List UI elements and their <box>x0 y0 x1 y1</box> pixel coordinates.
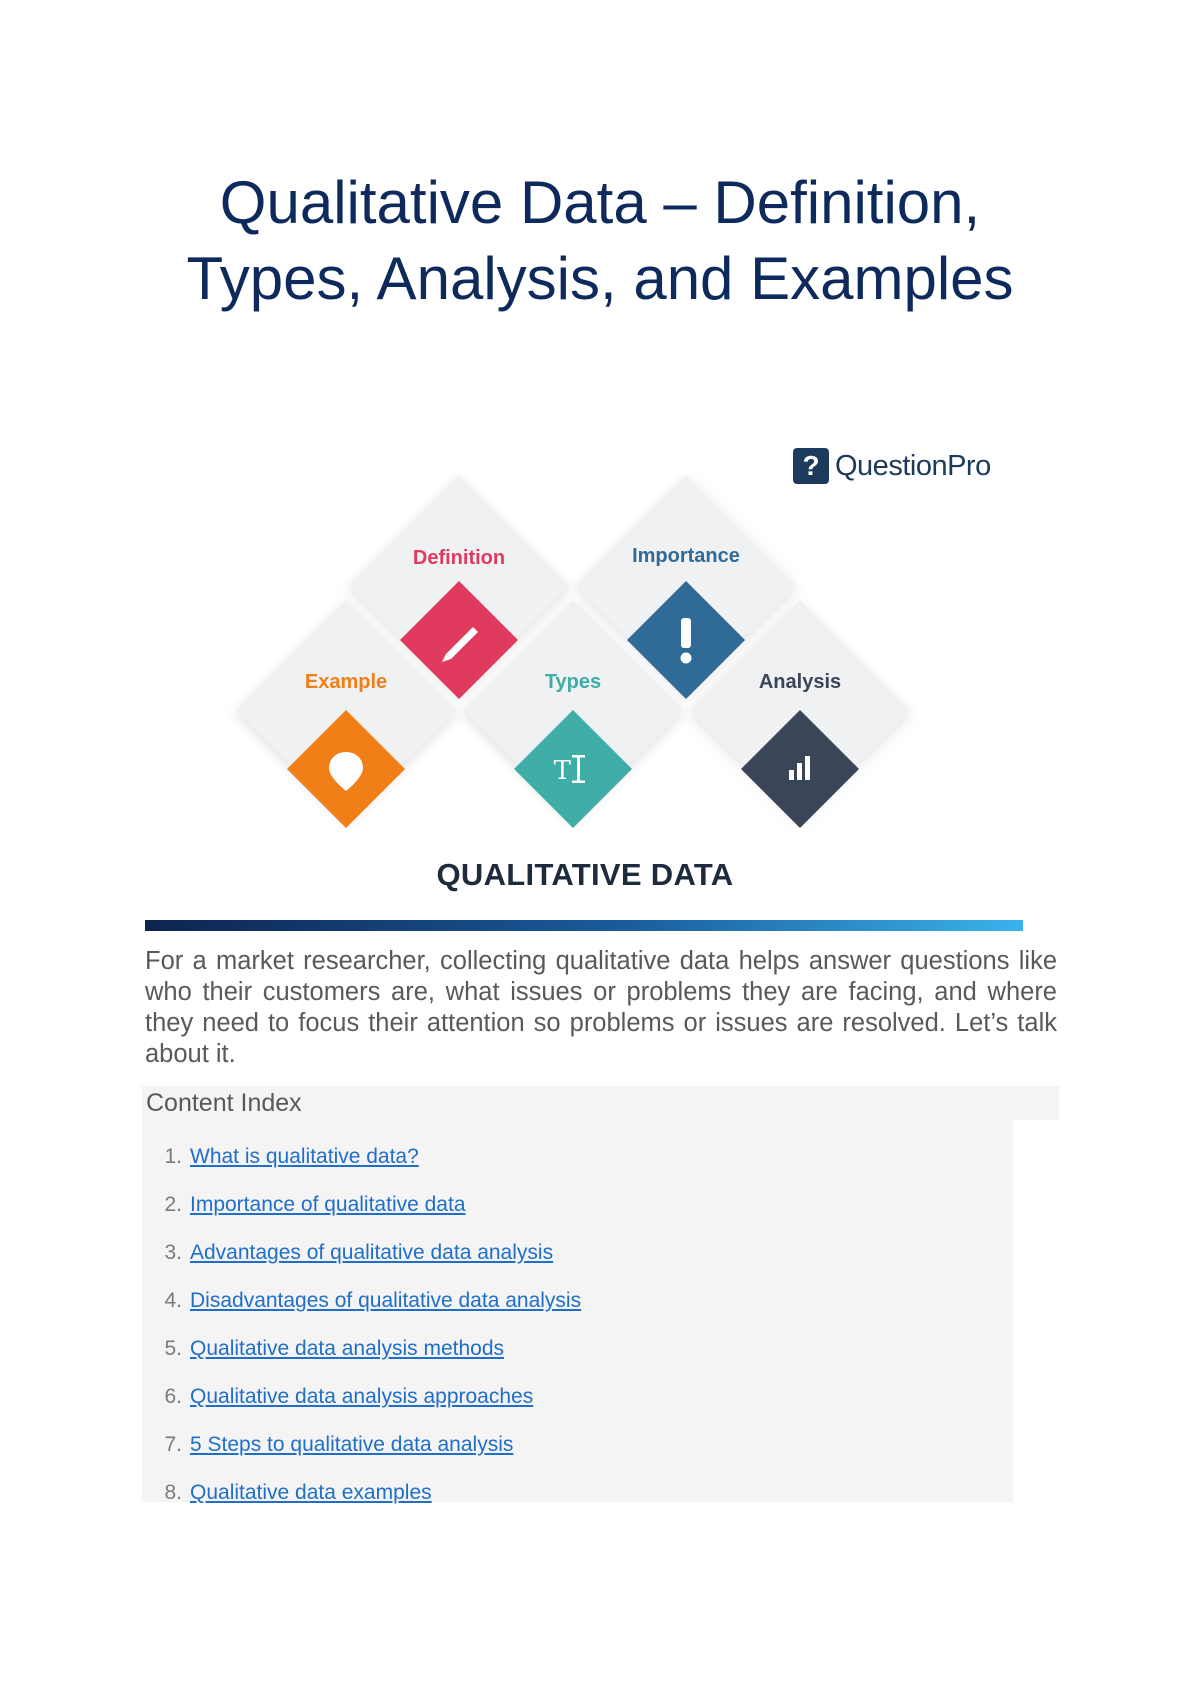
list-number: 7. <box>164 1433 182 1456</box>
list-item <box>142 1190 466 1220</box>
tile-label-types: Types <box>544 671 602 693</box>
content-index-heading: Content Index <box>142 1086 1059 1120</box>
toc-link-disadvantages[interactable]: Disadvantages of qualitative data analysis <box>190 1289 582 1312</box>
brand-name: QuestionPro <box>835 449 991 482</box>
infographic-caption: QUALITATIVE DATA <box>436 857 734 892</box>
toc-link-analysis-methods[interactable]: Qualitative data analysis methods <box>190 1337 505 1360</box>
toc-link-examples[interactable]: Qualitative data examples <box>190 1481 432 1504</box>
content-index-list <box>142 1120 1013 1502</box>
list-number: 3. <box>164 1241 182 1264</box>
page-title: Qualitative Data – Definition, Types, Analysis, and Examples <box>186 169 1014 312</box>
tile-label-analysis: Analysis <box>758 671 842 693</box>
list-item <box>142 1238 553 1268</box>
intro-paragraph: For a market researcher, collecting qualitative data helps answer questions like who their customers are, what issues or problems they are facing, and where they need to focus their attention so problems or issues are resolved. Let’s talk about it. <box>145 947 1057 1068</box>
toc-link-analysis-approaches[interactable]: Qualitative data analysis approaches <box>190 1385 534 1408</box>
list-number: 2. <box>164 1193 182 1216</box>
questionpro-mark-icon: ? <box>793 448 829 484</box>
list-item <box>142 1382 533 1412</box>
toc-link-importance[interactable]: Importance of qualitative data <box>190 1193 466 1216</box>
list-item <box>142 1334 504 1364</box>
toc-link-advantages[interactable]: Advantages of qualitative data analysis <box>190 1241 554 1264</box>
questionpro-logo <box>793 446 991 486</box>
infographic-diamonds <box>0 430 1200 890</box>
tile-label-importance: Importance <box>632 545 740 567</box>
toc-link-5-steps[interactable]: 5 Steps to qualitative data analysis <box>190 1433 514 1456</box>
toc-link-what-is-qualitative-data[interactable]: What is qualitative data? <box>190 1145 419 1168</box>
list-item <box>142 1286 581 1316</box>
tile-label-definition: Definition <box>412 547 506 569</box>
svg-text:T: T <box>553 756 571 786</box>
list-item <box>142 1142 419 1172</box>
list-item <box>142 1478 432 1508</box>
exclamation-icon <box>681 618 692 664</box>
list-number: 5. <box>164 1337 182 1360</box>
list-item <box>142 1430 513 1460</box>
qualitative-data-infographic <box>0 430 1200 890</box>
list-number: 4. <box>164 1289 182 1312</box>
list-number: 6. <box>164 1385 182 1408</box>
tile-label-example: Example <box>304 671 388 693</box>
list-number: 1. <box>164 1145 182 1168</box>
gradient-divider <box>145 920 1023 931</box>
list-number: 8. <box>164 1481 182 1504</box>
